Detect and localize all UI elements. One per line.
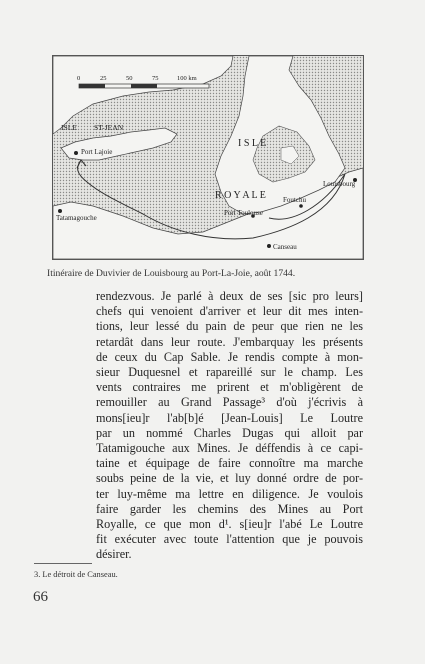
body-line: Royalle, ce que mon d¹. s[ieu]r l'abé Le Loutre: [96, 517, 363, 532]
label-isle: ISLE: [61, 123, 78, 132]
body-line: retardât dans leur route. J'embarquay les présents: [96, 334, 363, 349]
label-port-lajoie: Port Lajoie: [81, 148, 113, 156]
label-louisbourg: Louisbourg: [323, 180, 356, 188]
body-line: mons[ieu]r l'ab[b]é [Jean-Louis] Le Loutre: [96, 410, 363, 425]
body-line: désirer.: [96, 547, 132, 562]
label-canseau: Canseau: [273, 243, 297, 251]
body-line: remouiller au Grand Passage³ d'où j'écrivis à: [96, 395, 363, 410]
scale-tick-25: 25: [100, 75, 107, 82]
footnote: 3. Le détroit de Canseau.: [34, 570, 118, 579]
body-line: rendezvous. Je parlé à deux de ses [sic pro leurs]: [96, 289, 363, 303]
scale-tick-0: 0: [77, 75, 81, 82]
page-number: 66: [33, 589, 48, 605]
body-line: taine et équipage de faire connoître ma marche: [96, 456, 363, 471]
scale-tick-100: 100 km: [177, 75, 197, 82]
body-line: tions, leur lessé du pain de peur que rien ne les: [96, 319, 363, 334]
tatamagouche-marker: [58, 209, 62, 213]
map-caption: Itinéraire de Duvivier de Louisbourg au Port-La-Joie, août 1744.: [47, 268, 296, 279]
body-line: Tatamigouche aux Mines. Je déffendis à ce capi-: [96, 441, 363, 456]
body-line: de ceux du Cap Sable. Je rendis compte à mon-: [96, 349, 363, 364]
scale-tick-75: 75: [152, 75, 159, 82]
scale-tick-50: 50: [126, 75, 133, 82]
body-line: faire garder les chemins des Mines au Port: [96, 501, 363, 516]
label-tatamagouche: Tatamagouche: [56, 214, 97, 222]
body-line: ter luy-même ma lettre en diligence. Je voulois: [96, 486, 363, 501]
footnote-divider: [34, 563, 92, 564]
body-line: sieur Duquesnel et rapareillé sur le champ. Les: [96, 365, 363, 380]
label-foutchu: Foutchu: [283, 196, 306, 204]
scale-bar-seg-3: [131, 84, 157, 88]
label-isle-royale-1: I S L E: [238, 138, 267, 149]
foutchu-marker: [299, 204, 303, 208]
itinerary-map: [52, 55, 364, 260]
body-line: par un nommé Charles Dugas qui alloit par: [96, 425, 363, 440]
body-paragraph: [96, 289, 363, 563]
body-line: fit exécuter avec toute l'attention que je pouvois: [96, 532, 363, 547]
body-line: vents contraires me prirent et m'obligèrent de: [96, 380, 363, 395]
body-line: soubs peine de la vie, et luy donné ordre de por-: [96, 471, 363, 486]
label-isle-royale-2: R O Y A L E: [215, 190, 266, 201]
label-st-jean: ST-JEAN: [94, 123, 124, 132]
body-line: chefs qui venoient d'arriver et leur dit mes inten-: [96, 304, 363, 319]
canseau-marker: [267, 244, 271, 248]
scale-bar-seg-1: [79, 84, 105, 88]
map-drawing: [53, 56, 363, 259]
label-port-toulouse: Port Toulouse: [224, 209, 263, 217]
port-lajoie-marker: [74, 151, 78, 155]
